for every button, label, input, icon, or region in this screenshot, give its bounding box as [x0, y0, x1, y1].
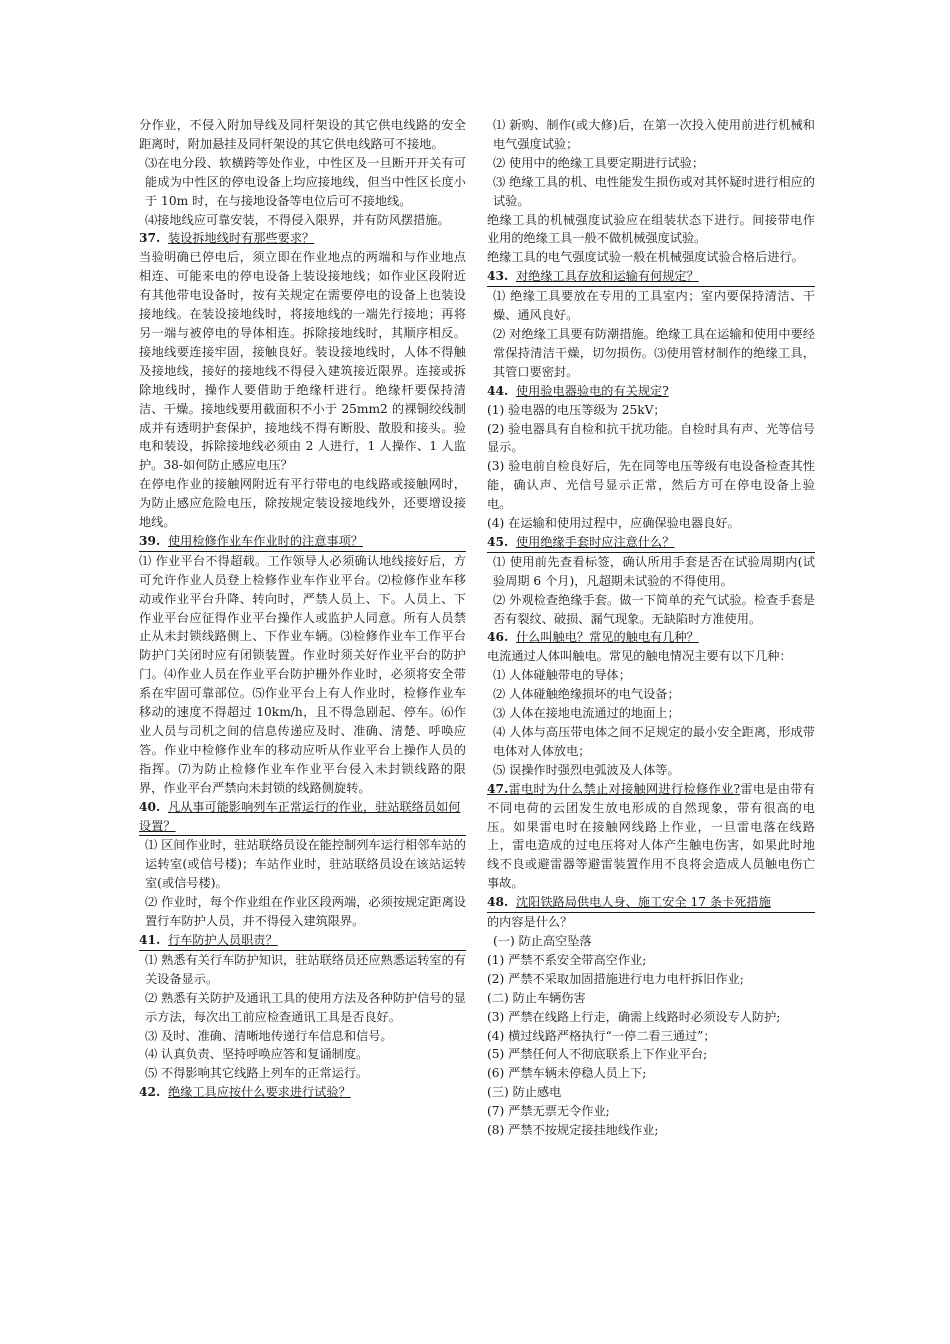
- paragraph: ⑸ 不得影响其它线路上列车的正常运行。: [145, 1066, 369, 1081]
- paragraph: ⑴ 人体碰触带电的导体；: [493, 668, 631, 683]
- paragraph: 当验明确已停电后，须立即在作业地点的两端和与作业地点相连、可能来电的停电设备上装设接地线；如作业区段附近有其他带电设备时，按有关规定在需要停电的设备上也装设接地线。在装设接地线时，将接地线的一端先行接地；再将另一端与被停电的导体相连。拆除接地线时，其顺序相反。接地线要连接牢固，接触良好。装设接地线时，人体不得触及接地线，接好的接地线不得侵入建筑接近限界。连接或拆除地线时，操作人要借助于绝缘杆进行。绝缘杆要保持清洁、干燥。接地线要用截面积不小于 25mm2 的裸铜绞线制成并有透明护套保护，接地线不得有断股、散股和接头。验电和装设，拆除接地线必须由 2 人进行，1 人操作、1 人监护。38-如何防止感应电压？: [139, 250, 466, 473]
- paragraph: ⑵ 人体碰触绝缘损坏的电气设备；: [493, 687, 680, 702]
- question-title: 使用验电器验电的有关规定?: [515, 383, 669, 398]
- paragraph: ⑵ 对绝缘工具要有防潮措施。绝缘工具在运输和使用中要经常保持清洁干燥，切勿损伤。⑶使用管材制作的绝缘工具，其管口要密封。: [493, 326, 815, 379]
- paragraph: (3) 验电前自检良好后，先在同等电压等级有电设备检查其性能，确认声、光信号显示正常，然后方可在停电设备上验电。: [487, 459, 815, 512]
- paragraph: 绝缘工具的电气强度试验一般在机械强度试验合格后进行。: [487, 250, 804, 265]
- question-title: 装设拆地线时有那些要求？: [167, 231, 315, 246]
- question-number: 43.: [487, 269, 509, 284]
- question-number: 40.: [139, 799, 161, 814]
- paragraph: (2) 严禁不采取加固措施进行电力电杆拆旧作业;: [487, 971, 744, 986]
- paragraph: (三) 防止感电: [487, 1085, 562, 1100]
- question-heading: [139, 229, 466, 248]
- paragraph: ⑵ 熟悉有关防护及通讯工具的使用方法及各种防护信号的显示方法，每次出工前应检查通讯工具是否良好。: [145, 990, 466, 1024]
- paragraph: ⑸ 误操作时强烈电弧波及人体等。: [493, 762, 680, 777]
- question-title: 行车防护人员职责？: [167, 932, 278, 947]
- paragraph: ⑴ 新购、制作(或大修)后，在第一次投入使用前进行机械和电气强度试验；: [493, 118, 815, 151]
- question-number: 47.: [487, 781, 509, 796]
- paragraph: 的内容是什么？: [487, 915, 573, 930]
- paragraph: ⑵ 使用中的绝缘工具要定期进行试验；: [493, 155, 705, 170]
- question-heading: [487, 893, 815, 913]
- question-heading: [487, 628, 815, 647]
- question-heading: [139, 1083, 466, 1102]
- paragraph: (一) 防止高空坠落: [493, 933, 592, 948]
- question-heading: [139, 798, 466, 837]
- question-title: 使用绝缘手套时应注意什么？: [515, 534, 675, 549]
- question-heading: [487, 382, 815, 401]
- paragraph: (4) 在运输和使用过程中，应确保验电器良好。: [487, 516, 740, 531]
- paragraph: ⑶ 及时、准确、清晰地传递行车信息和信号。: [145, 1028, 393, 1043]
- paragraph: ⑵ 外观检查绝缘手套。做一下简单的充气试验。检查手套是否有裂纹、破损、漏气现象。无缺陷时方准使用。: [493, 592, 815, 626]
- left-column: [139, 116, 466, 1102]
- question-heading: [487, 267, 815, 287]
- paragraph: (1) 严禁不系安全带高空作业;: [487, 952, 647, 967]
- question-title: 对绝缘工具存放和运输有何规定？: [515, 269, 699, 284]
- paragraph: 电流通过人体叫触电。常见的触电情况主要有以下几种：: [487, 649, 792, 664]
- question-title: 使用检修作业车作业时的注意事项？: [167, 533, 363, 548]
- question-heading: [139, 532, 466, 552]
- question-title: 绝缘工具应按什么要求进行试验？: [167, 1085, 351, 1100]
- paragraph: ⑴ 熟悉有关行车防护知识，驻站联络员还应熟悉运转室的有关设备显示。: [145, 952, 466, 986]
- question-number: 45.: [487, 534, 509, 549]
- paragraph: (8) 严禁不按规定接挂地线作业;: [487, 1123, 659, 1138]
- question-heading: [487, 533, 815, 553]
- question-number: 37.: [139, 231, 161, 246]
- paragraph: ⑷ 人体与高压带电体之间不足规定的最小安全距离，形成带电体对人体放电；: [493, 725, 815, 758]
- question-title: 沈阳铁路局供电人身、施工安全 17 条卡死措施: [515, 895, 771, 910]
- paragraph: (4) 横过线路严格执行“一停二看三通过”；: [487, 1028, 716, 1043]
- paragraph: 分作业，不侵入附加导线及同杆架设的其它供电线路的安全距离时，附加悬挂及同杆架设的其它供电线路可不接地。: [139, 118, 466, 151]
- paragraph: ⑶ 绝缘工具的机、电性能发生损伤或对其怀疑时进行相应的试验。: [493, 174, 815, 208]
- paragraph: ⑶ 人体在接地电流通过的地面上；: [493, 706, 680, 721]
- paragraph: (2) 验电器具有自检和抗干扰功能。自检时具有声、光等信号显示。: [487, 421, 815, 455]
- paragraph: (1) 验电器的电压等级为 25kV；: [487, 402, 666, 417]
- answer-text: 雷电是由带有不同电荷的云团发生放电形成的自然现象，带有很高的电压。如果雷电时在接触网线路上作业，一旦雷电落在线路上，雷电造成的过电压将对人体产生触电伤害，如果此时地线不良或避雷器等避雷装置作用不良将会造成人员触电伤亡事故。: [487, 781, 815, 891]
- paragraph: ⑷接地线应可靠安装，不得侵入限界，并有防风摆措施。: [145, 212, 450, 227]
- paragraph: ⑶在电分段、软横跨等处作业，中性区及一旦断开开关有可能成为中性区的停电设备上均应接地线，但当中性区长度小于 10m 时，在与接地设备等电位后可不接地线。: [145, 155, 466, 208]
- question-title: 什么叫触电？常见的触电有几种？: [515, 630, 699, 645]
- paragraph: 在停电作业的接触网附近有平行带电的电线路或接触网时，为防止感应危险电压，除按规定装设接地线外，还要增设接地线。: [139, 477, 466, 530]
- question-number: 46.: [487, 630, 509, 645]
- paragraph: ⑴ 绝缘工具要放在专用的工具室内；室内要保持清洁、干燥、通风良好。: [493, 289, 815, 323]
- paragraph: (3) 严禁在线路上行走，确需上线路时必须设专人防护;: [487, 1009, 781, 1024]
- question-title: 凡从事可能影响列车正常运行的作业，驻站联络员如何设置？: [139, 799, 461, 833]
- question-inline-paragraph: [487, 780, 815, 893]
- paragraph: ⑴ 作业平台不得超载。工作领导人必须确认地线接好后，方可允许作业人员登上检修作业车作业平台。⑵检修作业车移动或作业平台升降、转向时，严禁人员上、下。人员上、下作业平台应征得作业平台操作人或监护人同意。所有人员禁止从未封锁线路侧上、下作业车辆。⑶检修作业车工作平台防护门关闭时应有闭锁装置。作业时须关好作业平台的防护门。⑷作业人员在作业平台防护栅外作业时，必须将安全带系在牢固可靠部位。⑸作业平台上有人作业时，检修作业车移动的速度不得超过 10km/h，且不得急剧起、停车。⑹作业人员与司机之间的信息传递应及时、准确、清楚、呼唤应答。作业中检修作业车的移动应听从作业平台上操作人员的指挥。⑺为防止检修作业车作业平台侵入未封锁线路的限界，作业平台严禁向未封锁的线路侧旋转。: [139, 553, 466, 795]
- paragraph: ⑵ 作业时，每个作业组在作业区段两端，必须按规定距离设置行车防护人员，并不得侵入建筑限界。: [145, 895, 466, 929]
- question-number: 42.: [139, 1085, 161, 1100]
- question-number: 44.: [487, 383, 509, 398]
- question-number: 39.: [139, 533, 161, 548]
- question-number: 41.: [139, 932, 161, 947]
- paragraph: ⑴ 区间作业时，驻站联络员设在能控制列车运行相邻车站的运转室(或信号楼)；车站作业时，驻站联络员设在该站运转室(或信号楼)。: [145, 838, 466, 891]
- paragraph: (5) 严禁任何人不彻底联系上下作业平台;: [487, 1047, 708, 1062]
- paragraph: (二) 防止车辆伤害: [487, 990, 586, 1005]
- right-column: [487, 116, 815, 1140]
- paragraph: ⑴ 使用前先查看标签，确认所用手套是否在试验周期内(试验周期 6 个月)，凡超期未试验的不得使用。: [493, 554, 815, 588]
- paragraph: (6) 严禁车辆未停稳人员上下;: [487, 1066, 647, 1081]
- question-number: 48.: [487, 895, 509, 910]
- paragraph: ⑷ 认真负责、坚持呼唤应答和复诵制度。: [145, 1047, 369, 1062]
- paragraph: 绝缘工具的机械强度试验应在组装状态下进行。间接带电作业用的绝缘工具一般不做机械强度试验。: [487, 212, 815, 246]
- paragraph: (7) 严禁无票无令作业;: [487, 1104, 610, 1119]
- question-heading: [139, 931, 466, 951]
- question-title: 雷电时为什么禁止对接触网进行检修作业?: [508, 781, 741, 796]
